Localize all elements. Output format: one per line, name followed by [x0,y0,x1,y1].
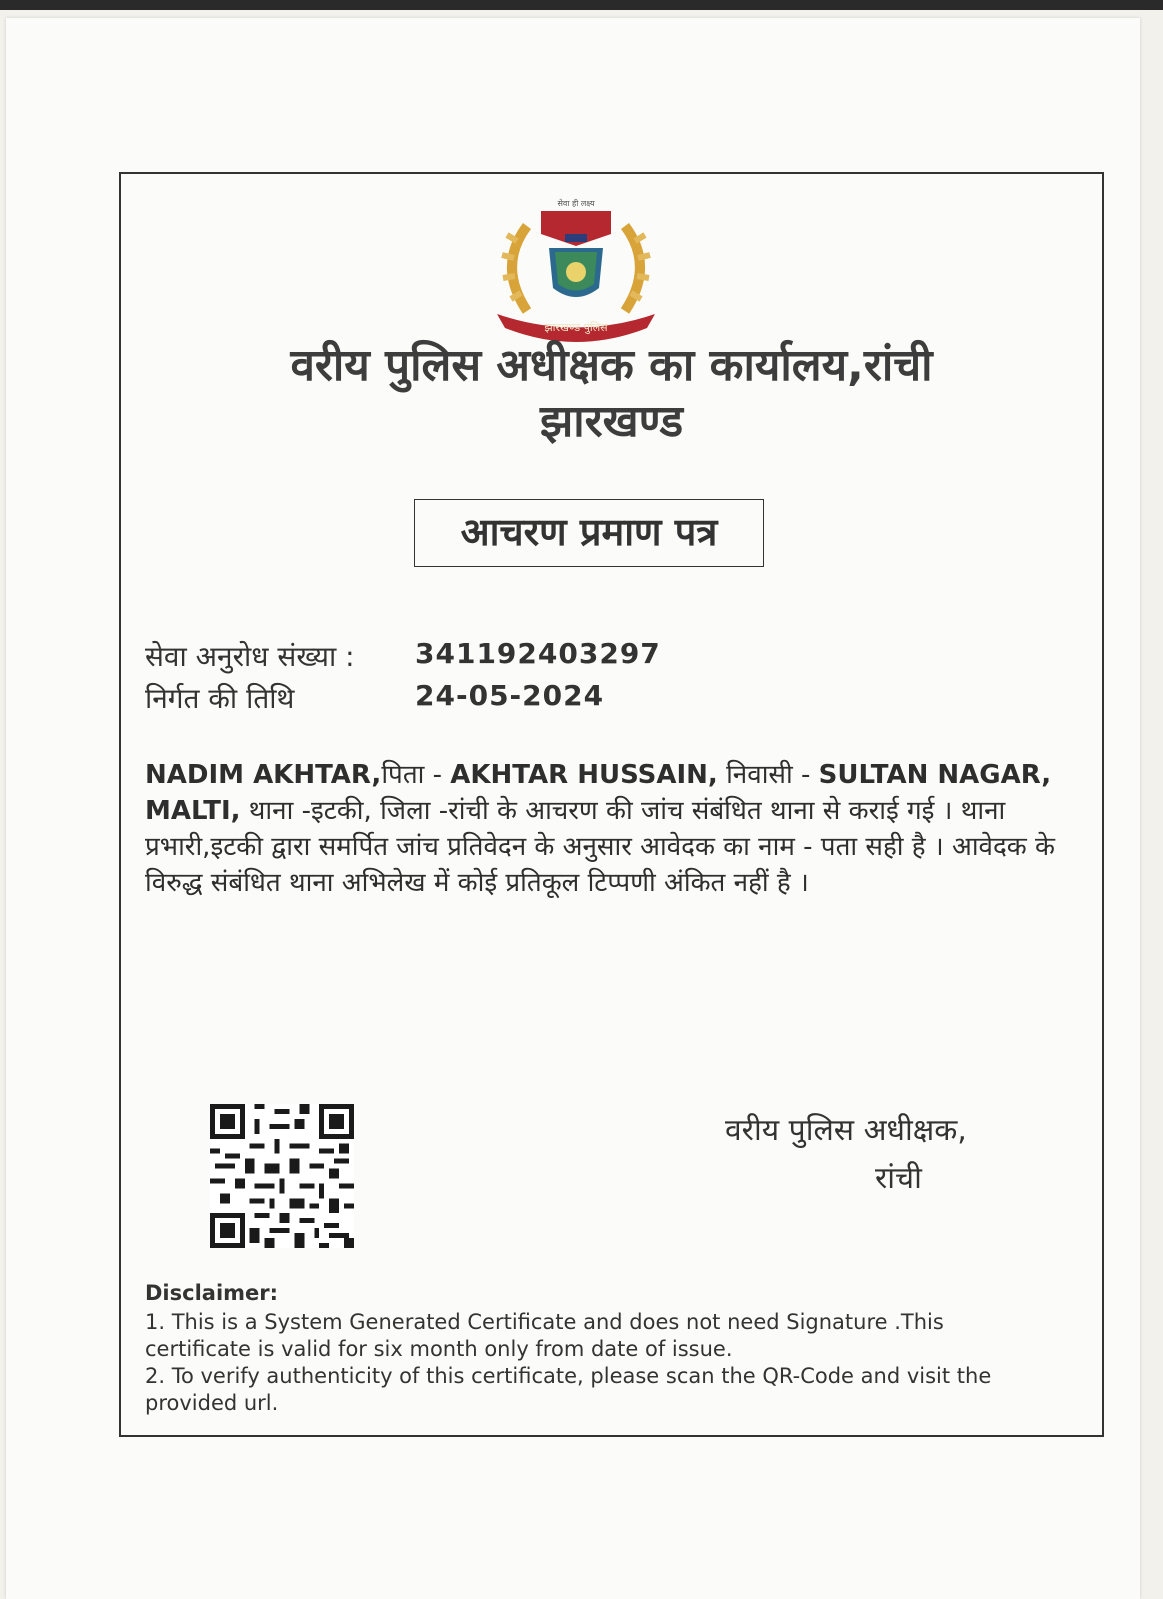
office-title [119,338,1104,450]
issue-date-value: 24-05-2024 [415,679,605,712]
resident-label: निवासी - [717,760,811,790]
disclaimer-heading: Disclaimer: [145,1281,279,1305]
issue-date-label: निर्गत की तिथि [145,682,295,715]
svg-text:झारखण्ड पुलिस: झारखण्ड पुलिस [544,321,608,334]
father-label: पिता - [381,760,451,790]
signatory-block [725,1107,1025,1203]
father-name: AKHTAR HUSSAIN, [450,760,718,790]
svg-text:सेवा ही लक्ष्य: सेवा ही लक्ष्य [557,199,595,208]
signatory-designation: वरीय पुलिस अधीक्षक, [725,1113,967,1148]
request-number-value: 341192403297 [415,637,661,670]
signatory-location: रांची [875,1161,922,1196]
disclaimer-item-1: 1. This is a System Generated Certificate and does not need Signature .This certificate is valid for six month only from date of issue. [145,1310,944,1361]
office-title-line2: झारखण्ड [539,396,684,447]
disclaimer-item-2: 2. To verify authenticity of this certificate, please scan the QR-Code and visit the provided url. [145,1364,992,1415]
applicant-name: NADIM AKHTAR, [145,760,382,790]
disclaimer [145,1280,1045,1417]
office-title-line1: वरीय पुलिस अधीक्षक का कार्यालय,रांची [290,340,933,391]
request-number-row [145,637,661,675]
jharkhand-police-emblem [487,196,665,356]
request-number-label: सेवा अनुरोध संख्या : [145,640,355,673]
certificate-body [145,757,1065,901]
scan-edge [0,0,1163,10]
applicant-address: SULTAN NAGAR, MALTI, [145,760,1052,826]
verification-text: थाना -इटकी, जिला -रांची के आचरण की जांच संबंधित थाना से कराई गई । थाना प्रभारी,इटकी द्वारा समर्पित जांच प्रतिवेदन के अनुसार आवेदक का नाम - पता सही है । आवेदक के विरुद्ध संबंधित थाना अभिलेख में कोई प्रतिकूल टिप्पणी अंकित नहीं है । [145,796,1055,898]
issue-date-row [145,679,605,717]
certificate-title: आचरण प्रमाण पत्र [414,499,764,567]
verification-qr-code[interactable] [210,1104,354,1248]
